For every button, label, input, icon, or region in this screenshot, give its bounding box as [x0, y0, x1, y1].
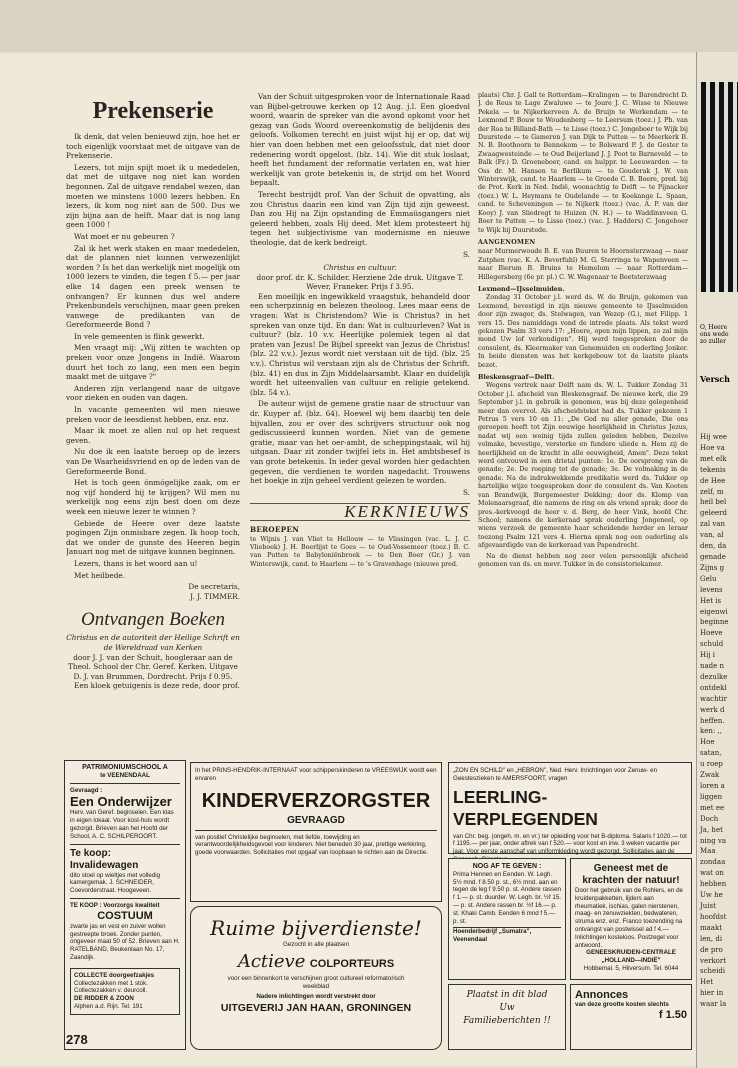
kinder-title: KINDERVERZORGSTER — [201, 789, 431, 812]
prek-paragraph: Wat moet er nu gebeuren ? — [74, 231, 175, 241]
prek-paragraph: Met heilbede. — [74, 570, 126, 580]
adjacent-text-line: ken: ,, — [700, 727, 722, 736]
leerling-text: van Chr. beg. (ongeh. m. en vr.) ter opleiding voor het B-diploma. Salaris f 1020.— tot f 1195.— per jaar, onder aftrek van f 520.— voor kost en inw. 3 weken vacantie per jaar. Voor eerste aanschaf van uniformkleding wordt gezorgd. Sollicitaties aan de — [453, 832, 687, 856]
plaatst-line1: Plaatst in dit blad — [466, 990, 548, 1000]
ad-plaatst — [448, 984, 566, 1050]
prek-paragraph: Zal ik het werk staken en maar mededelen, dat de plannen niet kunnen verwezenlijkt worden ? Is het dan werkelijk niet mogelijk om 1000 lezers te vinden, die tegen f 5.— per jaar elke 14 dagen een preek wensen te ontvangen? Er kunnen dus wel andere Prekenbundels verschijnen, maar geen preken vanwege de predikanten van de Gereformeerde Bond ? — [66, 243, 240, 330]
bleskens-text2: Na de dienst hebben nog zeer velen persoonlijk afscheid genomen van ds. en mevr. Tukker in de consistoriekamer. — [478, 552, 688, 568]
adjacent-text-line: zal van — [700, 520, 725, 529]
book2-title: Christus en cultuur. — [323, 263, 397, 273]
adjacent-text-line: heil bel — [700, 498, 727, 507]
adjacent-text-line: beginne — [700, 618, 729, 627]
kostuum-text: zwarte jas en vest en zuiver wollen gestreepte broek. Zonder punten, ongeveer maat 50 of 52. Brieven aan H. RATELBAND, Beukenlaan No. 17, Zaandijk. — [70, 922, 180, 961]
column-kerknieuws — [478, 92, 688, 732]
adjacent-text-line: dezulke — [700, 672, 728, 681]
prek-paragraph: Lezers, tot mijn spijt moet ik u mededelen, dat met de uitgave nog niet kan worden begonnen. Zal de uitgave rendabel wezen, dan moeten we minstens 1000 lezers hebben. En lezers, ik kom nog niet aan de 500. Dus we zijn bijna aan de helft. Maar dat is nog lang geen 1000 ! — [66, 162, 240, 230]
ruime-active: Actieve — [237, 950, 306, 972]
newspaper-page — [0, 52, 738, 1068]
bleskens-text: Wegens vertrek naar Delft nam ds. W. L. Tukker Zondag 31 October j.l. afscheid van Bleskensgraaf. De nieuwe kerk, die 29 September j.l. in gebruik is genomen, was bij deze gelegenheid meer dan overvol. Als afscheidstekst had ds. Tukker gekozen 1 Petrus 5 vers 10 en 11: „De God nu aller genade, Die ons geroepen heeft tot Zijn eeuwige heerlijkheid in Christus Jezus, nadat wij een weinig tijds zullen geleden hebben, Dezelve volmake, bevestige, versterke en fundere uliede n. Hem zij de heerlijkheid en de kracht in alle eeuwigheid, Amen". Deze tekst werd ontvouwd in een drietal punten: 1e. De oorsprong van de genade; 2e. De roeping tot de genade; 3e. De volmaking in de genade. Na de indrukwekkende predikatie werd ds. Tukker op hartelijke wijze toegesproken door de consulent ds. Van Kooten van Brandwijk, Burgemeester Dekking; door ds. Klomp van Molenaarsgraaf, die namens de ring en als vriend sprak; door de pres.-kerkvoogd de heer v. d. Berg, de heer Vink, hoofd Chr. School; namens de kerkeraad sprak ouderling Jongeneel, op wiens verzoek de gemeente haar scheidende herder en leraar toezong Psalm 121 vers 4. Hierna sprak nog een ouderling als afgevaardigde van de kerkeraad van Papendrecht. — [478, 382, 688, 550]
adjacent-text-line: de Hee — [700, 476, 726, 485]
adjacent-text-line: zondaa — [700, 858, 726, 867]
beroepen-heading: BEROEPEN — [250, 524, 300, 534]
kinder-intro: In het PRINS-HENDRIK-INTERNAAT voor schipperskinderen te VREESWIJK wordt een ervaren — [195, 767, 437, 782]
adjacent-text-line: ontdekl — [700, 683, 727, 692]
ruime-sub: Gezocht in alle plaatsen — [282, 941, 350, 948]
adjacent-text-line: levens — [700, 585, 723, 594]
book1-text: Een kloek getuigenis is deze rede, door prof. — [74, 681, 240, 691]
prek-paragraph: Ik denk, dat velen benieuwd zijn, hoe het er toch eigenlijk voorstaat met de uitgave van de Prekenserie. — [66, 132, 240, 161]
beroepen-text: te Wijnis J. van Vliet te Hellouw — te Vlissingen (vac. L. J. C. Vlieboek) J. H. Boerlijst te Goes — te Oud-Vossemeer (toez.) B. C. van Putten te Babyloniënbroek — te Den Boer (Gr.) J. van Winterswijk, cand. te Haarlem — te 's Gravenhage (nieuwe pred. — [250, 535, 470, 568]
kerknieuws-heading: KERKNIEUWS — [250, 503, 470, 521]
adjacent-text-line: maakt — [700, 923, 723, 932]
adjacent-text-line: den, da — [700, 542, 727, 551]
ruime-firm: UITGEVERIJ JAN HAAN, GRONINGEN — [220, 1002, 412, 1015]
ad-patrimonium — [64, 760, 186, 1050]
adjacent-text-line: heffen. — [700, 716, 725, 725]
book1-info: door J. J. van der Schuit, hoogleraar aan de Theol. School der Chr. Geref. Kerken. Uitgave D. J. van Brummen, Dordrecht. Prijs f 0.95. — [68, 652, 238, 681]
koop-text: dito stoel op wieltjes met volledig kamergemak. J. SCHNEIDER, Coevorderstraat. Hoogeveen. — [70, 871, 161, 895]
prek-paragraph: Gebiede de Heere over deze laatste pogingen Zijn onmisbare zegen. Ik hoop toch, dat we onder de gunste des Heeren begin Januari nog met de uitgave kunnen beginnen. — [66, 518, 240, 557]
adjacent-text-line: Hij wee — [700, 433, 728, 441]
adjacent-text-line: wat on — [700, 869, 724, 878]
adjacent-caption: O, Heere ons wede zo zuller — [700, 324, 729, 345]
ad-ruime-bijverdienste — [190, 906, 442, 1050]
prek-signature-role: De secretaris, — [188, 582, 240, 592]
ontvangen-title — [66, 609, 240, 631]
adjacent-photo — [701, 82, 738, 292]
kinder-text: van positief Christelijke beginselen, met liefde, toewijding en verantwoordelijkheidsgevoel voor kinderen. Niet beneden 30 jaar, prettige werkkring, goede voorwaarden. Sollicitaties met opgaaf van loopbaan te richten aan de Directie. — [195, 833, 428, 857]
kinder-gevraagd: GEVRAAGD — [287, 814, 345, 826]
adjacent-text-line: satan, — [700, 749, 722, 758]
adjacent-text-line: hier in — [700, 989, 724, 998]
adjacent-text-line: ning va — [700, 836, 727, 845]
nog-firm: Hoenderbedrijf „Sumatra", Veenendaal — [453, 927, 561, 944]
adjacent-text-line: zelf, m — [700, 487, 724, 496]
book2-info: door prof. dr. K. Schilder. Herziene 2de druk. Uitgave T. Wever, Franeker. Prijs f 3.95. — [256, 272, 464, 292]
adjacent-text-line: Uw he — [700, 891, 723, 900]
middle-signature: S. — [462, 249, 470, 259]
patrimonium-place: te VEENENDAAL — [100, 771, 150, 779]
prek-paragraph: Het is toch geen ónmógelijke zaak, om er nog vijf honderd bij te krijgen? Wil men nu werkelijk nog eens zijn best doen om deze week een nieuwe lezer te winnen ? — [66, 478, 240, 516]
adjacent-text-line: Het is — [700, 596, 722, 605]
prek-paragraph: Men vraagt mij: „Wij zitten te wachten op preken voor onze Jongens in Indië. Waarom duurt het toch zo lang, een men een begin maakt met de uitgave ?" — [66, 343, 240, 382]
advertisements — [64, 760, 692, 1058]
prek-paragraph: Lezers, thans is het woord aan u! — [74, 558, 198, 568]
patrimonium-job: Een Onderwijzer — [70, 794, 172, 810]
annonces-text: van deze grootte kosten slechts — [575, 1001, 669, 1008]
lexmond-text: Zondag 31 October j.l. werd ds. W. de Bruijn, gekomen van Lexmond, bevestigd in zijn nieuwe gemeente te IJsselmuiden door zijn zwager, ds. Stelwagen, van Wezep (G.), met Filipp. 1 vers 15. Des namiddags vond de intrede plaats. Als tekst werd gekozen Psalm 33 vers 17: „Hoere, open mijn lippen, zo zal mijn mond Uw lof verkondigen". Hij werd toegesproken door de consulent, ds. Kleermaker van Genemuiden en ouderling Jonker. In beide diensten was het kerkgebouw tot de laatste plaats bezet. — [478, 294, 688, 369]
ad-annonces — [570, 984, 692, 1050]
adjacent-page-edge — [696, 52, 738, 1068]
plaatst-line3: Familieberichten !! — [463, 1016, 551, 1026]
adjacent-text-line: Juist — [700, 901, 716, 910]
prek-signature-name: J. J. TIMMER. — [190, 591, 240, 601]
middle-paragraph: Een moeilijk en ingewikkeld vraagstuk, behandeld door een scherpzinnig en belezen theoloog. Lees maar eens de vragen: Wat is Christendom? Wie is Christus? in het spreken van onze tijd. En dan: Wat is cultuurleven? Wat is cultuur? (blz. 10 v.v. Heerlijke polemiek tegen al dat praten van Jezus! De Bijbel spreekt van Jezus de Christus! (blz. 22 v.v.). Jezus wordt niet verstaan uit de tijd. (blz. 25 v.v.). Christus wil verstaan zijn als de Christus der Schrift. (blz. 41) en dus in Zijn Middelaarsambt. Klaar en duidelijk wordt het uiteenvallen van cultuur en religie getekend. (blz. 54 v.). — [250, 291, 470, 397]
prekenserie-title: Prekenserie — [92, 98, 214, 124]
geneest-text: Door het gebruik van de Rohlers, en de kruidenpakketten, lijders aan rheumatiek, ischias, galen nierstenen, maag- en zenuwziekten, bedwateren, struma enz. enz. Franco toezending na ontvangst van postwissel ad f 4.— Inlichtingen kosteloos. Postzegel voor antwoord. — [575, 887, 684, 949]
annonces-price: f 1.50 — [658, 1008, 687, 1021]
adjacent-text-line: de pro — [700, 945, 723, 954]
geneest-firm: GENEESKRUIDEN-CENTRALE „HOLLAND—INDIË" — [586, 949, 676, 965]
patrimonium-school: PATRIMONIUMSCHOOL A — [82, 764, 168, 771]
adjacent-text-line: eigenwi — [700, 607, 728, 616]
collecte-box — [70, 968, 180, 1015]
collecte-title: COLLECTE doorgeefzakjes — [74, 971, 155, 979]
patrimonium-gevraagd: Gevraagd : — [70, 786, 103, 794]
prek-paragraph: In vele gemeenten is flink gewerkt. — [74, 331, 205, 341]
leerling-intro: „ZON EN SCHILD" en „HEBRON", Ned. Herv. Inrichtingen voor Zenuw- en Geesteszieken te AMERSFOORT, vragen — [453, 767, 658, 782]
nog-title: NOG AF TE GEVEN : — [472, 863, 542, 870]
adjacent-text-line: liggen — [700, 792, 723, 801]
middle-paragraph: Van der Schuit uitgesproken voor de Internationale Raad van Bijbel-getrouwe kerken op 12 Aug. j.l. Een gloedvol woord, waarin de spreker van die avond opkomt voor het gezag van Gods Woord overeenkomstig de belijdenis des geloofs. Volkomen terecht en juist wijst hij er op, dat wij hier van doen hebben met een geloofsstuk, dat niet door redenering wordt opgelost. (blz. 14). Wie dit stuk loslaat, heeft het fundament der reformatie verlaten en, wat hier werkelijk van grote betekenis is, de strijd om het Woord bepaalt. — [250, 92, 470, 188]
ruime-text1: voor een binnenkort te verschijnen groot cultureel reformatorisch weekblad — [227, 974, 405, 990]
adjacent-text-line: len, di — [700, 934, 723, 943]
adjacent-text-line: u roep — [700, 760, 723, 769]
collecte-text: Collectezakken met 1 stok. Collectezakken v. deurcoll. — [74, 979, 148, 995]
ad-leerling-verplegenden — [448, 762, 692, 854]
column-middle — [250, 92, 470, 732]
adjacent-text-line: werk d — [700, 705, 725, 714]
collecte-place: Alphen a.d. Rijn. Tel. 191 — [74, 1002, 143, 1010]
adjacent-text-line: wachtir — [700, 694, 727, 703]
lexmond-heading: Lexmond—IJsselmuiden. — [478, 285, 565, 293]
middle-paragraph: Terecht bestrijdt prof. Van der Schuit de opvatting, als zou Christus daarin een kind van Zijn tijd zijn geweest. Dan zou Hij na Zijn opstanding de Emmaüsgangers niet geleerd hebben, zoals Hij deed. Met klem protesteert hij tegen het subjectivisme van modernisme en nieuwe theologie, dat de kerk bedreigt. — [250, 189, 470, 247]
adjacent-text-line: van, al — [700, 531, 724, 540]
adjacent-text-line: tekenis — [700, 465, 726, 474]
adjacent-text-line: Het — [700, 978, 714, 987]
nog-text: Prima Hennen en Eenden. W. Legh. 5½ mnd. f 8.50 p. st., 6½ mnd. aan en tegen de leg f 9.50 p. st. Andere rassen f 1.— p. st. duurder. W. Legh. br. ½f 15.— p. st. Andere rassen br. ½f 16.— p. st. Khaki Camb. Eenden 6 mnd f 5.— p. st. — [453, 870, 562, 925]
ad-kinderverzorgster — [190, 762, 442, 902]
ruime-colporteurs: COLPORTEURS — [309, 957, 395, 970]
adjacent-text-line: schuld — [700, 640, 724, 649]
prek-paragraph: Maar ik moet ze allen nul op het request geven. — [66, 426, 240, 445]
book1-title: Christus en de autoriteit der Heilige Schrift en de Wereldraad van Kerken — [66, 633, 240, 652]
plaatst-line2: Uw — [499, 1003, 515, 1013]
adjacent-text-line: nade n — [700, 662, 725, 671]
adjacent-text-line: Hij i — [700, 651, 715, 660]
adjacent-text-line: Hoe va — [700, 443, 725, 452]
ad-nog-af-te-geven — [448, 858, 566, 980]
ontvangen-title-text: Ontvangen Boeken — [80, 609, 226, 631]
adjacent-text-line: loren a — [700, 782, 725, 790]
geneest-title: Geneest met de krachten der natuur! — [582, 863, 680, 886]
adjacent-text-line: Maa — [700, 847, 716, 856]
adjacent-text-line: verkort — [700, 956, 727, 965]
bleskens-heading: Bleskensgraaf—Delft. — [478, 374, 555, 381]
adjacent-text-line: scheidi — [700, 967, 726, 976]
prek-paragraph: In vacante gemeenten wil men nieuwe preken voor de leesdienst hebben, enz. enz. — [66, 405, 240, 424]
prek-paragraph: Nu doe ik een laatste beroep op de lezers van De Waarheidsvriend en op de leden van de Gereformeerde Bond. — [66, 447, 240, 476]
kostuum-title: COSTUUM — [97, 909, 153, 922]
adjacent-text-line: met ee — [700, 803, 725, 812]
adjacent-heading: Versch — [700, 374, 730, 384]
leerling-title: LEERLING-VERPLEGENDEN — [453, 786, 598, 829]
adjacent-text-line: Hoe — [700, 738, 715, 747]
adjacent-text-line: geleerd — [700, 509, 727, 518]
middle-paragraph: De auteur wijst de gemene gratie naar de structuur van dr. Kuyper af. (blz. 64). Hoewel wij hem daarbij ten dele bijvallen, zou er over des schrijvers structuur ook nog gediscussieerd kunnen worden. Niet van de gemene gratie, maar van het oer-ambt, de scheppingstaak, wil hij uitgaan. Daar zit zonder twijfel iets in. Het ambtsbesef is van grote betekenis. In ieder geval worden hier gedachten gegeven, die verdienen te worden nagedacht. Trouwens het boekje in zijn geheel verdient gelezen te worden. — [250, 399, 470, 486]
aangenomen-heading: AANGENOMEN — [478, 238, 536, 246]
patrimonium-details: Herv. van Geref. beginselen. Een klas in eigen lokaal. Voor kost-huis wordt gezorgd. Brieven aan het Hoofd der School, A. C. SCHILPEROORT. — [70, 809, 174, 840]
adjacent-text-line: Zijns g — [700, 563, 725, 572]
adjacent-text-line: Doch — [700, 814, 719, 823]
geneest-place: Hobbemal. 5, Hilversum. Tel. 6044 — [583, 964, 679, 972]
middle-signature: S. — [462, 487, 470, 497]
koop-title: Te koop: Invalidewagen — [70, 847, 139, 871]
ruime-text2: Nadere inlichtingen wordt verstrekt door — [256, 993, 376, 1001]
column-prekenserie — [66, 92, 240, 732]
ruime-colporteurs-line — [195, 951, 437, 972]
adjacent-text-line: Zwak — [700, 771, 720, 780]
ruime-title: Ruime bijverdienste! — [210, 916, 422, 940]
adjacent-text-line: genade — [700, 552, 726, 561]
adjacent-text-line: met elk — [700, 454, 727, 463]
aangenomen-text: naar Murmerwoude B. E. van Buuren te Hoornsterzwaag — naar Zutphen (vac. K. A. Beverfuhl) M. G. Sterringa te Wapenveen — naar Bierum B. Bruins te Hemelum — naar Rotterdam—Hillegersberg (6e pr. pl.) C. W. Wagenaar te Beetsterzwaag — [478, 248, 688, 281]
right-paragraph: plaats) Chr. J. Gall te Rotterdam—Kralingen — te Barendrecht D. J. de Reus te Lage Zwaluwe — te Joure J. C. Wisse te Nieuwe Pekela — te Nijkerkerveen A. de Bruijn te Werkendam — te Lexmond P. Bouw te Woudenberg — te Leersum (toez.) J. Ph. van der Roa te Billand-Bath — te Lisse (toez.) C. Jongeboer te Wijk bij Duurstede — te Gameren J. van Dijk te Putten — te Meerkerk B. N. B. Boothoorn te Bennekom — te Bolsward P. J. de Gester te Zwaagwesteinde — te Oud Beijerland J. J. Poot te Barneveld — te Balk (Fr.) D. Groeneboer, cand. en hulppr. te Leeuwarden — te Oss dr. M. Hansen te Berlikum — te Gouderak J. W. van Winterswijk, cand. te Haarlem — te Groede C. B. Boere, pred. bij de Prot. Kerk in Ned. Indië, woonachtig te Delft — te Pijnacker (toez.) W. L. Heymans te Oudelande — te Koekange L. Spaan, cand. te Scheveningen — te Nijkerk (toez.) (vac. A. P. van der Kooy) J. van Sliedregt te Huizen (N. H.) — te Waddinxveen G. Boer te Putten — te Lisse (toez.) (vac. J. Hadders) C. Jongeboer te Wijk bij Duurstede. — [478, 92, 688, 234]
ad-geneest — [570, 858, 692, 980]
adjacent-text-line: Hoeve — [700, 629, 723, 638]
adjacent-text-line: Ja, het — [700, 825, 723, 834]
adjacent-text-line: hebben — [700, 880, 727, 889]
prek-paragraph: Anderen zijn verlangend naar de uitgave voor zieken en ouden van dagen. — [66, 383, 240, 403]
annonces-title: Annonces — [575, 989, 629, 1001]
adjacent-text-line: waar la — [700, 1000, 727, 1009]
adjacent-text — [700, 432, 738, 1010]
page-number: 278 — [66, 1032, 88, 1047]
collecte-firm: DE RIDDER & ZOON — [74, 995, 134, 1003]
kostuum-label: TE KOOP : Voorzorgs kwaliteit — [70, 901, 160, 909]
adjacent-text-line: hoofdst — [700, 912, 727, 921]
adjacent-text-line: Gelu — [700, 574, 717, 583]
